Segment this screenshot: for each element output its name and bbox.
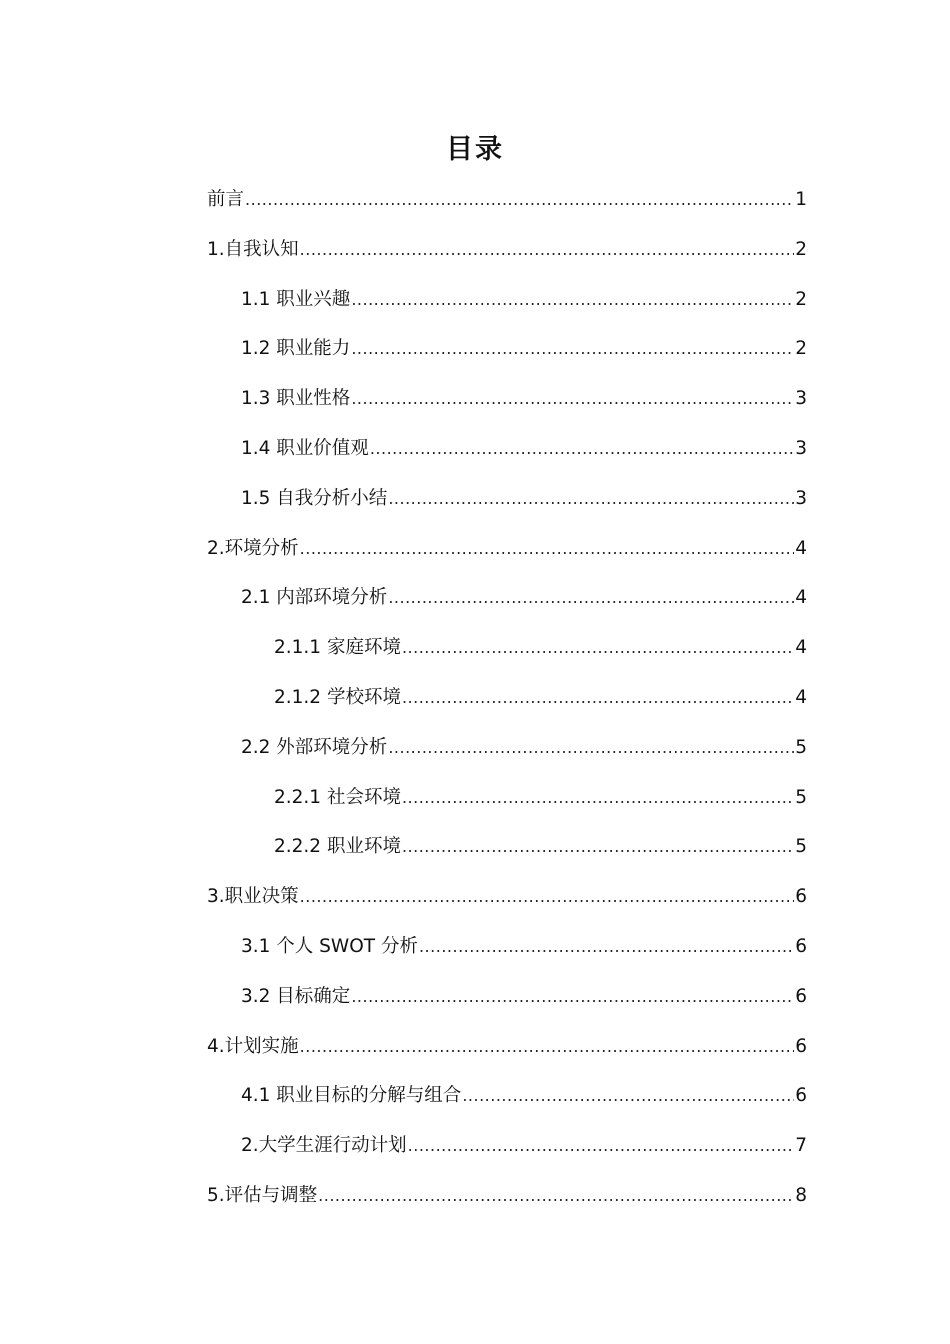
- toc-leader-dots: [351, 280, 794, 320]
- toc-entry[interactable]: [207, 877, 807, 927]
- toc-leader-dots: [351, 977, 794, 1017]
- toc-entry[interactable]: [207, 977, 807, 1027]
- toc-entry-label: 3.1 个人 SWOT 分析: [241, 935, 418, 957]
- toc-entry-page: 6: [795, 1085, 807, 1107]
- toc-entry-page: 6: [795, 1035, 807, 1057]
- toc-entry-label: 3.2 目标确定: [241, 985, 351, 1007]
- toc-entry-label: 1.4 职业价值观: [241, 437, 369, 459]
- toc-entry[interactable]: [207, 927, 807, 977]
- toc-leader-dots: [402, 628, 794, 668]
- toc-entry[interactable]: [207, 628, 807, 678]
- toc-leader-dots: [351, 329, 794, 369]
- toc-entry[interactable]: [207, 180, 807, 230]
- toc-leader-dots: [408, 1126, 795, 1166]
- toc-leader-dots: [402, 778, 794, 818]
- toc-entry[interactable]: [207, 1076, 807, 1126]
- toc-entry-label: 1.自我认知: [207, 238, 299, 260]
- toc-entry-page: 8: [795, 1184, 807, 1206]
- toc-entry-page: 4: [795, 587, 807, 609]
- toc-entry[interactable]: [207, 479, 807, 529]
- toc-entry-label: 5.评估与调整: [207, 1184, 318, 1206]
- toc-entry-label: 3.职业决策: [207, 886, 299, 908]
- toc-entry-page: 3: [795, 487, 807, 509]
- toc-leader-dots: [419, 927, 794, 967]
- toc-entry-page: 6: [795, 985, 807, 1007]
- toc-leader-dots: [370, 429, 794, 469]
- toc-entry-label: 2.1 内部环境分析: [241, 587, 388, 609]
- toc-entry-page: 2: [795, 238, 807, 260]
- toc-entry[interactable]: [207, 280, 807, 330]
- toc-leader-dots: [245, 180, 794, 220]
- toc-leader-dots: [388, 578, 794, 618]
- toc-entry-label: 1.3 职业性格: [241, 388, 351, 410]
- toc-entry-page: 2: [795, 288, 807, 310]
- toc-leader-dots: [462, 1076, 794, 1116]
- toc-entry-label: 前言: [207, 189, 245, 210]
- toc-leader-dots: [318, 1176, 794, 1216]
- toc-entry-label: 1.5 自我分析小结: [241, 487, 388, 509]
- toc-entry-page: 5: [795, 786, 807, 808]
- toc-entry[interactable]: [207, 529, 807, 579]
- toc-entry-page: 1: [795, 189, 807, 210]
- toc-entry-label: 2.1.1 家庭环境: [274, 637, 401, 659]
- toc-entry[interactable]: [207, 379, 807, 429]
- toc-entry[interactable]: [207, 1027, 807, 1077]
- toc-entry-page: 3: [795, 388, 807, 410]
- toc-leader-dots: [402, 678, 794, 718]
- toc-leader-dots: [402, 827, 794, 867]
- toc-entry-label: 1.1 职业兴趣: [241, 288, 351, 310]
- toc-entry-page: 7: [795, 1135, 807, 1157]
- toc-entry-label: 4.1 职业目标的分解与组合: [241, 1085, 462, 1107]
- toc-entry[interactable]: [207, 827, 807, 877]
- toc-leader-dots: [300, 877, 795, 917]
- toc-entry[interactable]: [207, 578, 807, 628]
- toc-entry-page: 6: [795, 935, 807, 957]
- toc-entry-label: 2.环境分析: [207, 537, 299, 559]
- toc-entry-label: 1.2 职业能力: [241, 338, 351, 360]
- toc-leader-dots: [351, 379, 794, 419]
- toc-leader-dots: [300, 529, 795, 569]
- toc-entry-label: 2.1.2 学校环境: [274, 686, 401, 708]
- toc-entry-label: 2.2 外部环境分析: [241, 736, 388, 758]
- toc-leader-dots: [300, 1027, 795, 1067]
- toc-entry[interactable]: [207, 778, 807, 828]
- toc-entry[interactable]: [207, 329, 807, 379]
- toc-entry-label: 2.大学生涯行动计划: [241, 1135, 407, 1157]
- toc-entry[interactable]: [207, 429, 807, 479]
- toc-entry-page: 6: [795, 886, 807, 908]
- toc-entry-page: 4: [795, 637, 807, 659]
- toc-entry[interactable]: [207, 1176, 807, 1226]
- toc-leader-dots: [388, 728, 794, 768]
- toc-entry-page: 2: [795, 338, 807, 360]
- toc-entry-label: 2.2.1 社会环境: [274, 786, 401, 808]
- toc-title: 目录: [446, 134, 504, 165]
- toc-entry-page: 3: [795, 437, 807, 459]
- toc-entry[interactable]: [207, 678, 807, 728]
- toc-entry[interactable]: [207, 230, 807, 280]
- toc-entry-page: 4: [795, 686, 807, 708]
- toc-entry[interactable]: [207, 1126, 807, 1176]
- toc-entry-label: 2.2.2 职业环境: [274, 836, 401, 858]
- toc-entry-label: 4.计划实施: [207, 1035, 299, 1057]
- toc-entry[interactable]: [207, 728, 807, 778]
- toc-entry-page: 5: [795, 836, 807, 858]
- toc-leader-dots: [388, 479, 794, 519]
- toc-list: [207, 180, 807, 1226]
- toc-entry-page: 5: [795, 736, 807, 758]
- toc-leader-dots: [300, 230, 795, 270]
- toc-entry-page: 4: [795, 537, 807, 559]
